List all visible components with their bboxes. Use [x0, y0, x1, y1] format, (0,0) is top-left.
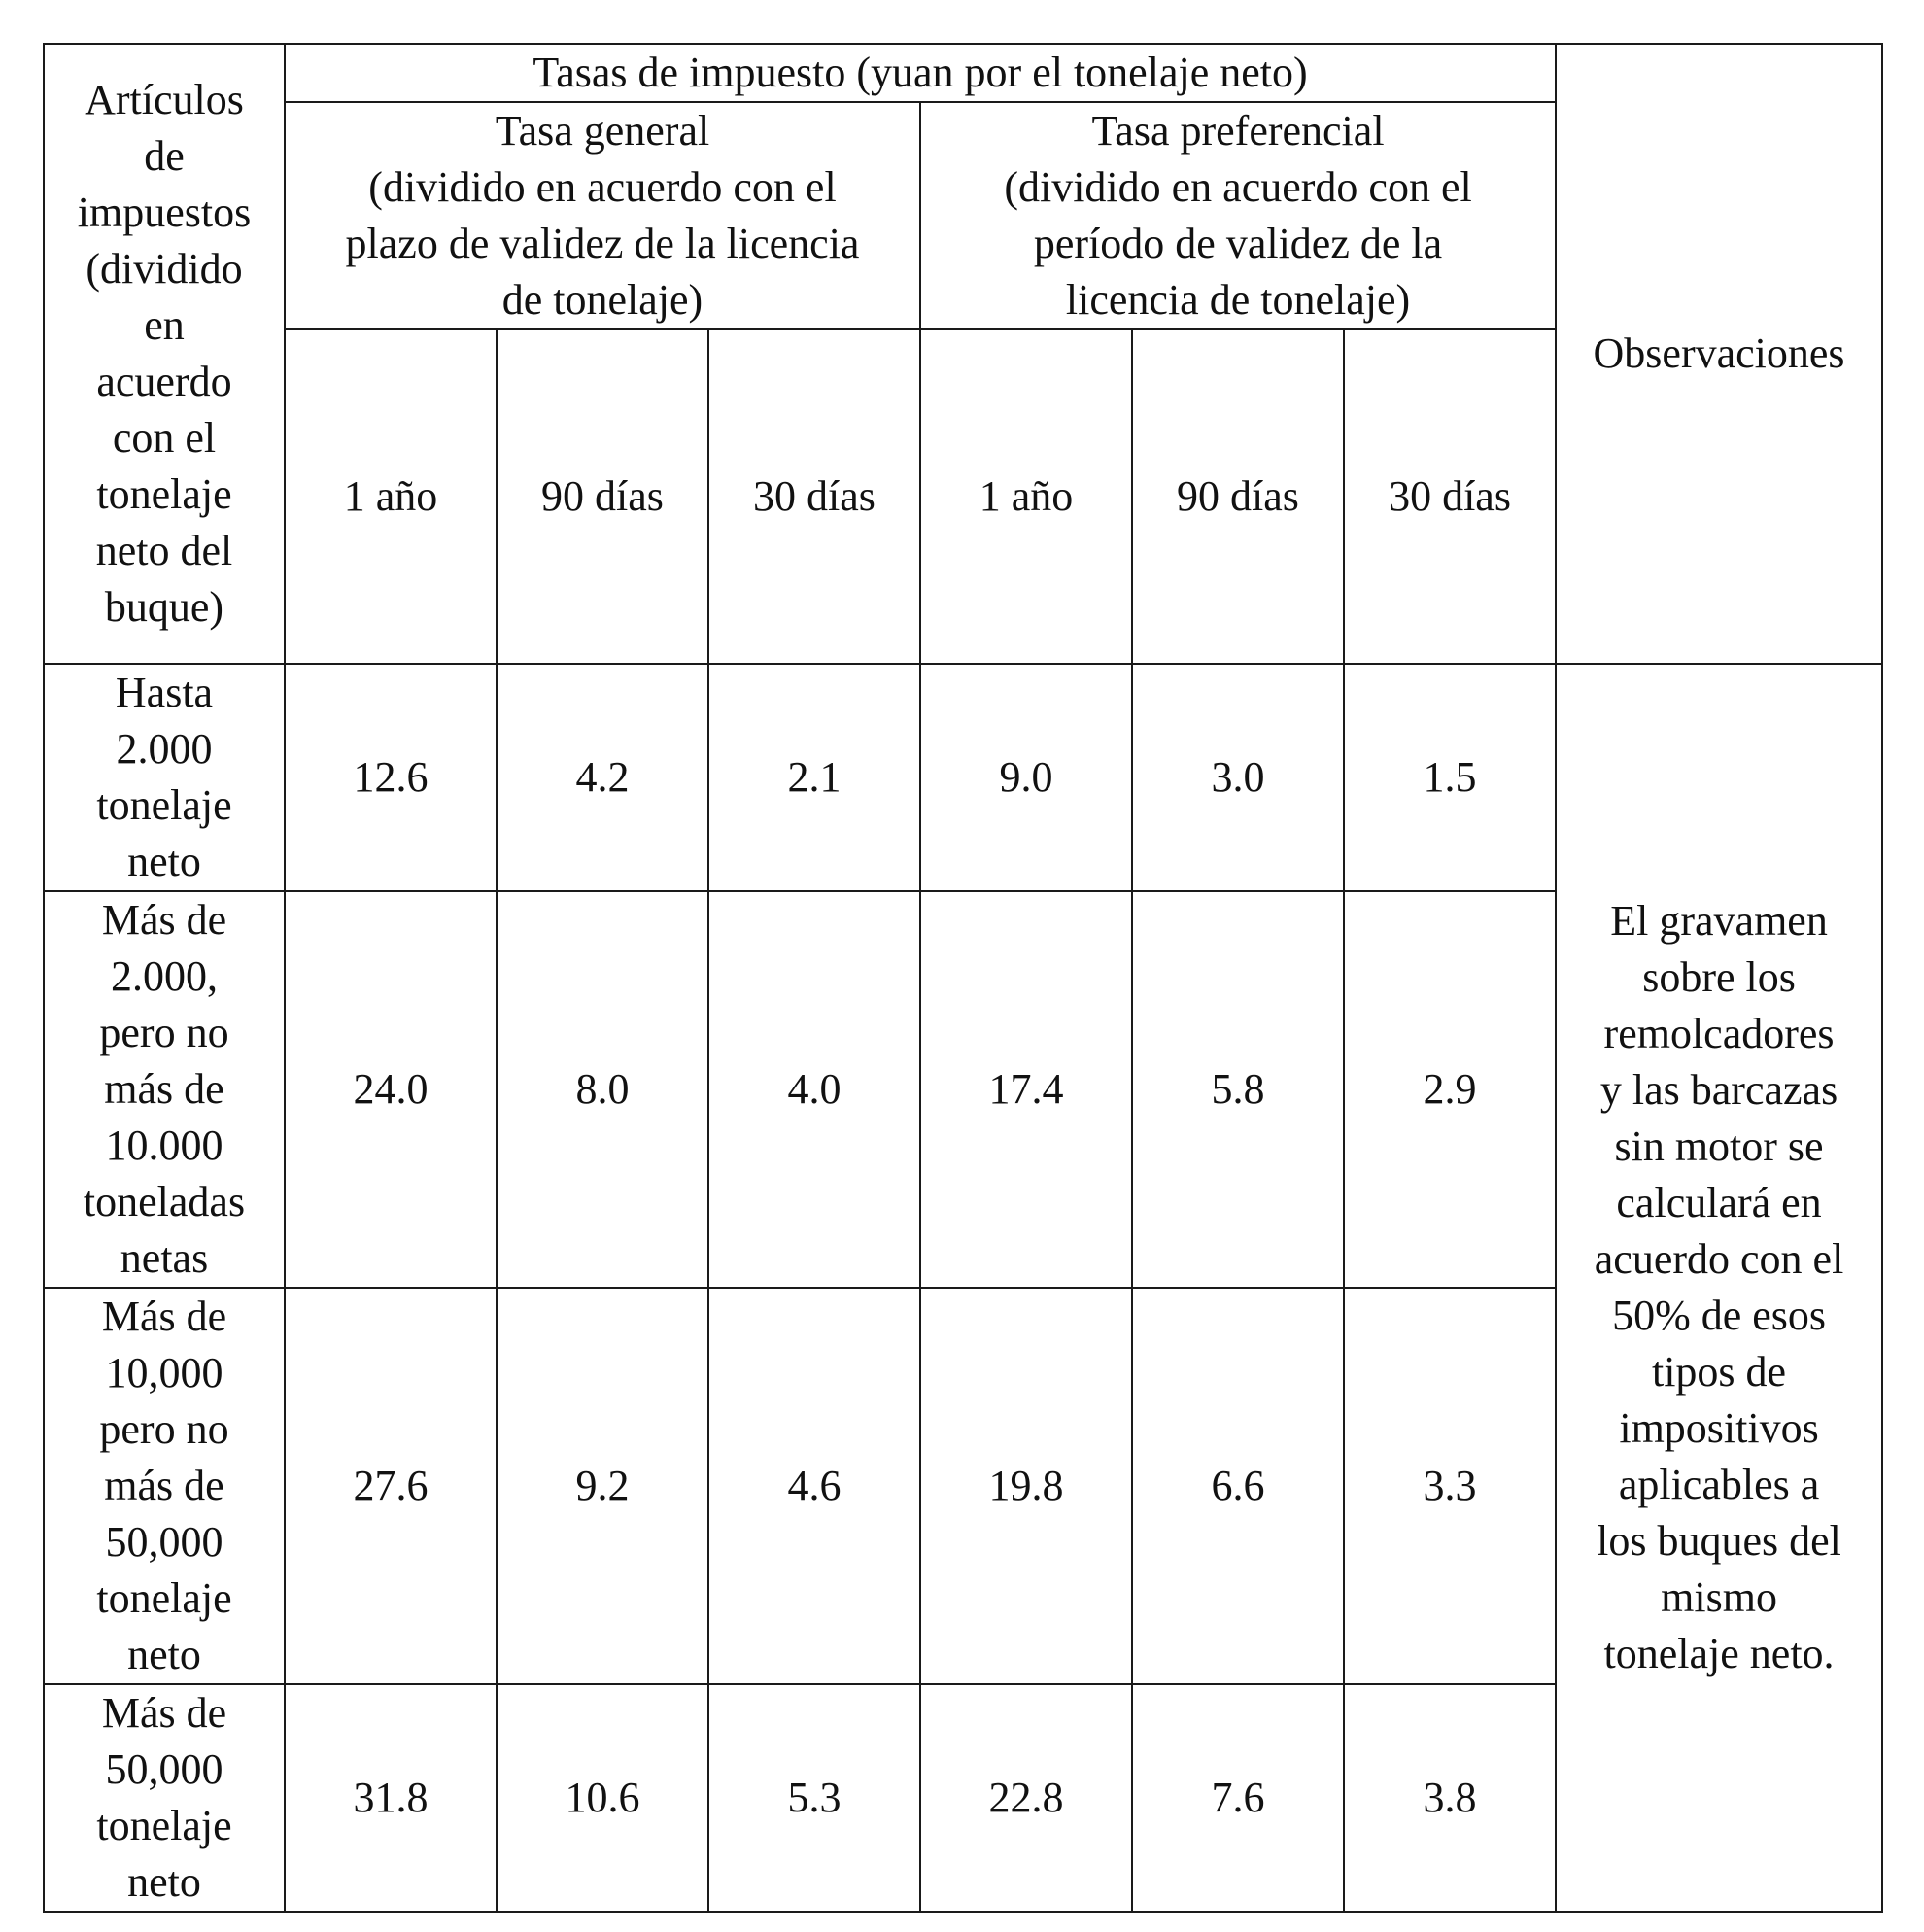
tonnage-tax-table: [43, 43, 1883, 1913]
table-cell: 27.6: [285, 1288, 497, 1684]
header-articles: Artículos de impuestos (dividido en acuerdo con el tonelaje neto del buque): [44, 44, 285, 664]
period-general-1-year: 1 año: [285, 329, 497, 664]
table-cell: 22.8: [920, 1684, 1132, 1912]
table-cell: 17.4: [920, 891, 1132, 1288]
table-cell: 2.1: [708, 664, 920, 891]
row-label: Más de 2.000, pero no más de 10.000 toneladas netas: [44, 891, 285, 1288]
period-preferential-1-year: 1 año: [920, 329, 1132, 664]
table-cell: 1.5: [1344, 664, 1556, 891]
table-cell: 7.6: [1132, 1684, 1344, 1912]
table-cell: 5.8: [1132, 891, 1344, 1288]
period-general-90-days: 90 días: [497, 329, 708, 664]
table-cell: 12.6: [285, 664, 497, 891]
table-cell: 5.3: [708, 1684, 920, 1912]
table-cell: 19.8: [920, 1288, 1132, 1684]
table-cell: 10.6: [497, 1684, 708, 1912]
table-cell: 9.2: [497, 1288, 708, 1684]
row-label: Hasta 2.000 tonelaje neto: [44, 664, 285, 891]
table-cell: 31.8: [285, 1684, 497, 1912]
period-preferential-30-days: 30 días: [1344, 329, 1556, 664]
period-preferential-90-days: 90 días: [1132, 329, 1344, 664]
table-cell: 3.3: [1344, 1288, 1556, 1684]
header-tax-rates: Tasas de impuesto (yuan por el tonelaje neto): [285, 44, 1556, 102]
table-cell: 2.9: [1344, 891, 1556, 1288]
table-cell: 4.0: [708, 891, 920, 1288]
header-preferential-rate: Tasa preferencial (dividido en acuerdo con el período de validez de la licencia de tonelaje): [920, 102, 1556, 329]
header-row-1: [44, 44, 1882, 102]
header-general-rate: Tasa general (dividido en acuerdo con el plazo de validez de la licencia de tonelaje): [285, 102, 920, 329]
table-row: [44, 664, 1882, 891]
table-cell: 4.2: [497, 664, 708, 891]
table-cell: 4.6: [708, 1288, 920, 1684]
row-label: Más de 10,000 pero no más de 50,000 tonelaje neto: [44, 1288, 285, 1684]
period-general-30-days: 30 días: [708, 329, 920, 664]
header-observations: Observaciones: [1556, 44, 1882, 664]
row-label: Más de 50,000 tonelaje neto: [44, 1684, 285, 1912]
table-cell: 3.8: [1344, 1684, 1556, 1912]
table-cell: 8.0: [497, 891, 708, 1288]
observation-text: El gravamen sobre los remolcadores y las barcazas sin motor se calculará en acuerdo con el 50% de esos tipos de impositivos aplicables a los buques del mismo tonelaje neto.: [1556, 664, 1882, 1912]
table-cell: 6.6: [1132, 1288, 1344, 1684]
table-cell: 9.0: [920, 664, 1132, 891]
table-cell: 3.0: [1132, 664, 1344, 891]
table-cell: 24.0: [285, 891, 497, 1288]
